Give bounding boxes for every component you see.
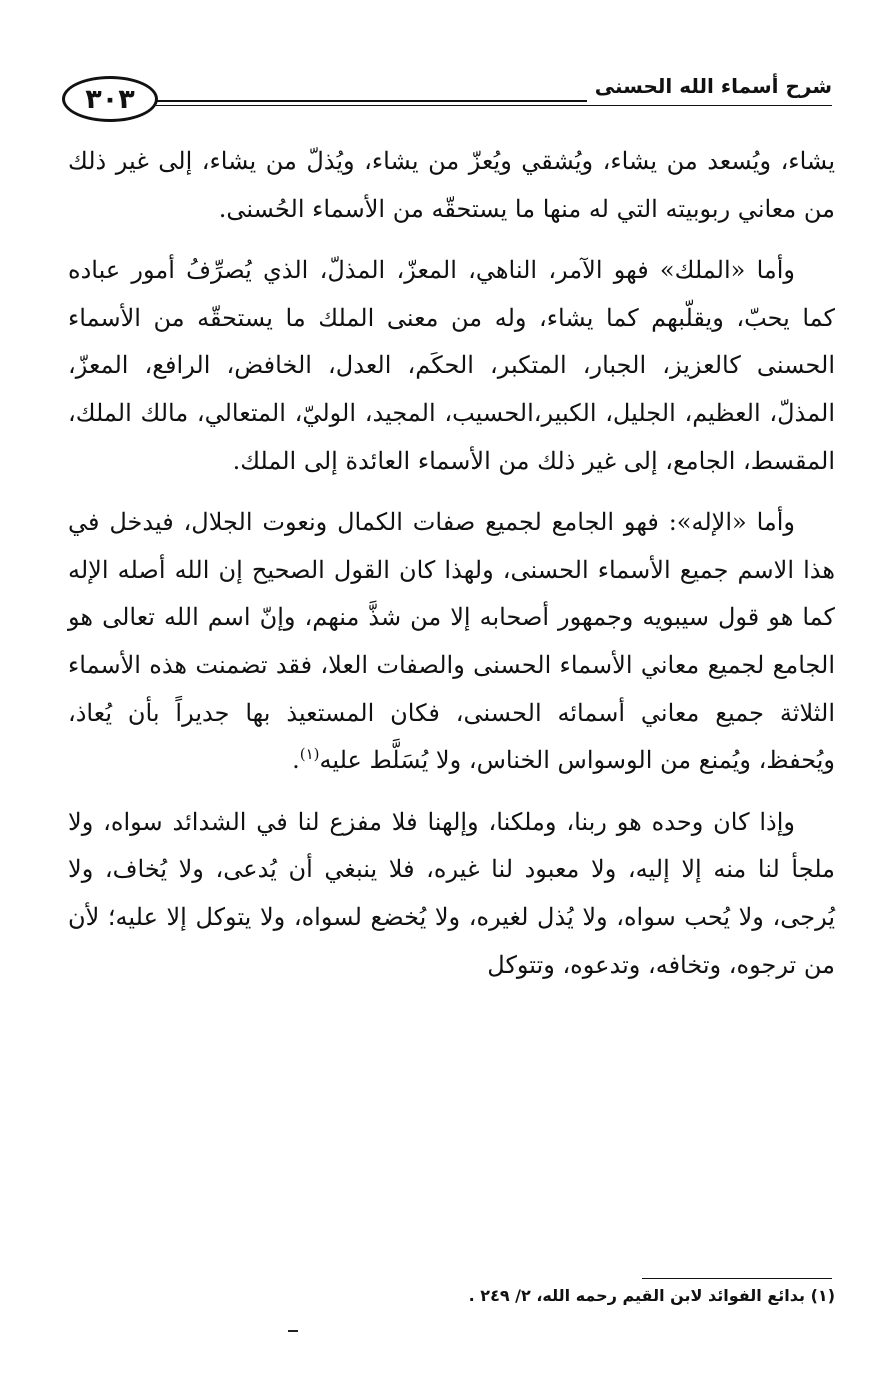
page-header xyxy=(62,70,832,130)
running-title: شرح أسماء الله الحسنى xyxy=(587,70,832,102)
paragraph-2: وأما «الملك» فهو الآمر، الناهي، المعزّ، المذلّ، الذي يُصرِّفُ أمور عباده كما يحبّ، ويقلّبهم كما يشاء، وله من معنى الملك ما يستحقّه من الأسماء الحسنى كالعزيز، الجبار، المتكبر، الحكَم، العدل، الخافض، الرافع، المعزّ، المذلّ، العظيم، الجليل، الكبير،الحسيب، المجيد، الوليّ، المتعالي، مالك الملك، المقسط، الجامع، إلى غير ذلك من الأسماء العائدة إلى الملك. xyxy=(68,256,835,475)
footnote-reference: (١) xyxy=(299,745,320,764)
page-number: ٣٠٣ xyxy=(62,76,158,122)
bottom-mark xyxy=(288,1330,298,1332)
paragraph-4: وإذا كان وحده هو ربنا، وملكنا، وإلهنا فلا مفزع لنا في الشدائد سواه، ولا ملجأ لنا منه إلا إليه، ولا معبود لنا غيره، فلا ينبغي أن يُدعى، ولا يُخاف، ولا يُرجى، ولا يُحب سواه، ولا يُذل لغيره، ولا يُخضع لسواه، ولا يتوكل إلا عليه؛ لأن من ترجوه، وتخافه، وتدعوه، وتتوكل xyxy=(68,807,835,979)
footnote-text: (١) بدائع الفوائد لابن القيم رحمه الله، ٢/ ٢٤٩ . xyxy=(468,1286,835,1305)
paragraph-3-text: وأما «الإله»: فهو الجامع لجميع صفات الكمال ونعوت الجلال، فيدخل في هذا الاسم جميع الأسماء الحسنى، ولهذا كان القول الصحيح إن الله أصله الإله كما هو قول سيبويه وجمهور أصحابه إلا من شذَّ منهم، وإنّ اسم الله تعالى هو الجامع لجميع معاني الأسماء الحسنى والصفات العلا، فقد تضمنت هذه الأسماء الثلاثة جميع معاني أسمائه الحسنى، فكان المستعيذ بها جديراً بأن يُعاذ، ويُحفظ، ويُمنع من الوسواس الخناس، ولا يُسَلَّط عليه xyxy=(68,508,835,775)
main-text xyxy=(68,138,835,1003)
paragraph-3 xyxy=(68,499,835,785)
footnote-divider xyxy=(642,1278,832,1279)
paragraph-1: يشاء، ويُسعد من يشاء، ويُشقي ويُعزّ من يشاء، ويُذلّ من يشاء، إلى غير ذلك من معاني ربوبيته التي له منها ما يستحقّه من الأسماء الحُسنى. xyxy=(68,147,835,223)
paragraph-3-end: . xyxy=(292,746,300,775)
header-rule-thin xyxy=(156,105,832,106)
